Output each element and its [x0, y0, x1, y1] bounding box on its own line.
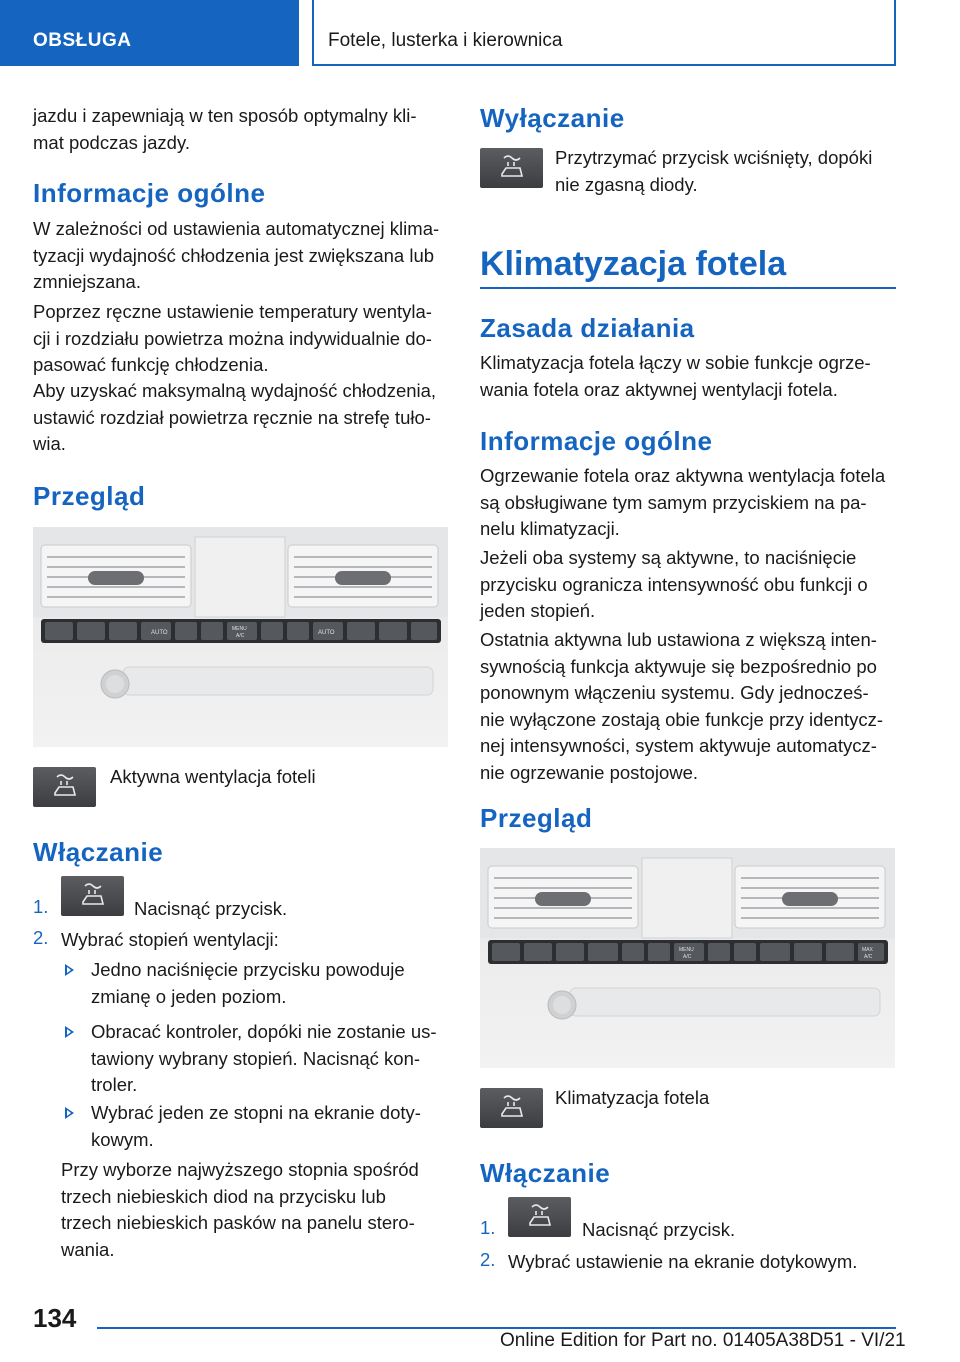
heading-overview-left: Przegląd [33, 481, 146, 511]
heading-overview-right: Przegląd [480, 803, 593, 833]
text-line: W zależności od ustawienia automatycznej klima- [33, 218, 440, 239]
bullet-arrow-icon [65, 1107, 74, 1119]
step-number: 2. [480, 1249, 496, 1270]
text-line: Przytrzymać przycisk wciśnięty, dopóki [555, 147, 873, 168]
svg-text:MENU: MENU [232, 626, 247, 632]
climate-panel-illustration [33, 527, 448, 747]
info-paragraph-2 [33, 299, 449, 379]
svg-text:A/C: A/C [236, 633, 245, 639]
text-line: ustawić rozdział powietrza ręcznie na strefę tuło- [33, 406, 431, 428]
heading-rule [480, 287, 896, 289]
text-line: pasować funkcję chłodzenia. [33, 354, 269, 375]
heading-info-right: Informacje ogólne [480, 426, 713, 456]
section-tab [0, 0, 299, 66]
step-number: 1. [33, 896, 49, 917]
text-line: są obsługiwane tym samym przyciskiem na pa- [480, 491, 867, 513]
left-photo-caption: Aktywna wentylacja foteli [110, 766, 316, 787]
text-line: Poprzez ręczne ustawienie temperatury wentyla- [33, 301, 432, 322]
step-text: Nacisnąć przycisk. [134, 898, 288, 919]
text-line: wania fotela oraz aktywnej wentylacji fotela. [480, 378, 838, 400]
step-text: Nacisnąć przycisk. [582, 1219, 736, 1240]
seat-climate-button-icon [508, 1197, 571, 1237]
text-line: zmniejszana. [33, 271, 141, 292]
text-line: trzech niebieskich pasków na panelu stero- [61, 1212, 415, 1233]
text-line: sywnością funkcja aktywuje się bezpośrednio po [480, 655, 877, 677]
step-text: Wybrać ustawienie na ekranie dotykowym. [508, 1251, 858, 1272]
page-number: 134 [33, 1303, 77, 1333]
seat-ventilation-button-icon [61, 876, 124, 916]
text-line: Przy wyborze najwyższego stopnia spośród [61, 1159, 419, 1180]
climate-panel-photo [480, 848, 895, 1068]
info-paragraph-3 [480, 627, 896, 786]
svg-text:AUTO: AUTO [318, 630, 335, 636]
seat-ventilation-button-icon [480, 148, 543, 188]
text-line: mat podczas jazdy. [33, 131, 190, 153]
text-line: Aby uzyskać maksymalną wydajność chłodzenia, [33, 380, 437, 401]
climate-panel-photo [33, 527, 448, 747]
svg-text:AUTO: AUTO [151, 630, 168, 636]
heading-on-left: Włączanie [33, 837, 164, 867]
text-line: tawiony wybrany stopień. Nacisnąć kon- [91, 1047, 421, 1069]
text-line: Jedno naciśnięcie przycisku powoduje [91, 959, 405, 980]
text-line: nie ogrzewanie postojowe. [480, 761, 699, 783]
text-line: zmianę o jeden poziom. [91, 985, 287, 1007]
bullet-item [91, 1019, 451, 1099]
heading-on-right: Włączanie [480, 1158, 611, 1188]
edition-text: Online Edition for Part no. 01405A38D51 - VI/21 [500, 1330, 906, 1351]
info-paragraph-2 [480, 545, 896, 625]
text-line: wia. [33, 433, 66, 454]
text-line: wania. [61, 1238, 115, 1260]
heading-principle: Zasada działania [480, 313, 695, 343]
right-photo-caption: Klimatyzacja fotela [555, 1087, 710, 1108]
main-heading: Klimatyzacja fotela [480, 245, 787, 283]
text-line: nej intensywności, system aktywuje automatycz- [480, 735, 877, 756]
text-line: Wybrać jeden ze stopni na ekranie doty- [91, 1102, 421, 1123]
section-title: OBSŁUGA [33, 30, 132, 51]
text-line: nie wyłączone zostają obie funkcje przy identycz- [480, 708, 884, 730]
heading-off: Wyłączanie [480, 103, 625, 133]
heading-info-left: Informacje ogólne [33, 178, 266, 208]
off-text [555, 145, 895, 198]
svg-text:MENU: MENU [679, 947, 694, 953]
principle-paragraph [480, 350, 896, 403]
text-line: Klimatyzacja fotela łączy w sobie funkcje ogrze- [480, 352, 871, 373]
svg-text:A/C: A/C [683, 954, 692, 960]
bullet-arrow-icon [65, 964, 74, 976]
chapter-title: Fotele, lusterka i kierownica [328, 30, 563, 51]
step-text: Wybrać stopień wentylacji: [61, 929, 279, 950]
text-line: nelu klimatyzacji. [480, 518, 620, 539]
text-line: Ogrzewanie fotela oraz aktywna wentylacja fotela [480, 465, 886, 486]
seat-ventilation-button-icon [33, 767, 96, 807]
text-line: troler. [91, 1074, 138, 1095]
bullet-item [91, 957, 451, 1010]
chapter-tab [312, 0, 896, 66]
text-line: Jeżeli oba systemy są aktywne, to naciśnięcie [480, 547, 857, 568]
text-line: nie zgasną diody. [555, 173, 698, 195]
intro-paragraph [33, 103, 449, 156]
text-line: jeden stopień. [480, 600, 596, 621]
step-number: 2. [33, 927, 49, 948]
text-line: Obracać kontroler, dopóki nie zostanie us- [91, 1021, 437, 1042]
text-line: Ostatnia aktywna lub ustawiona z większą inten- [480, 629, 877, 650]
note-paragraph [61, 1157, 451, 1263]
step-number: 1. [480, 1217, 496, 1238]
bullet-arrow-icon [65, 1026, 74, 1038]
svg-text:A/C: A/C [864, 954, 873, 960]
text-line: tyzacji wydajność chłodzenia jest zwiększana lub [33, 244, 435, 266]
text-line: trzech niebieskich diod na przycisku lub [61, 1185, 386, 1207]
text-line: jazdu i zapewniają w ten sposób optymalny kli- [33, 105, 417, 126]
info-paragraph-3 [33, 378, 449, 458]
climate-panel-illustration [480, 848, 895, 1068]
footer-rule [97, 1327, 896, 1329]
info-paragraph-1 [480, 463, 896, 543]
text-line: cji i rozdziału powietrza można indywidualnie do- [33, 327, 432, 349]
info-paragraph-1 [33, 216, 449, 296]
seat-climate-button-icon [480, 1088, 543, 1128]
bullet-item [91, 1100, 451, 1153]
text-line: kowym. [91, 1128, 154, 1150]
svg-text:MAX: MAX [862, 947, 873, 953]
text-line: ponownym włączeniu systemu. Gdy jednocześ- [480, 682, 869, 703]
text-line: przycisku ogranicza intensywność obu funkcji o [480, 573, 868, 595]
